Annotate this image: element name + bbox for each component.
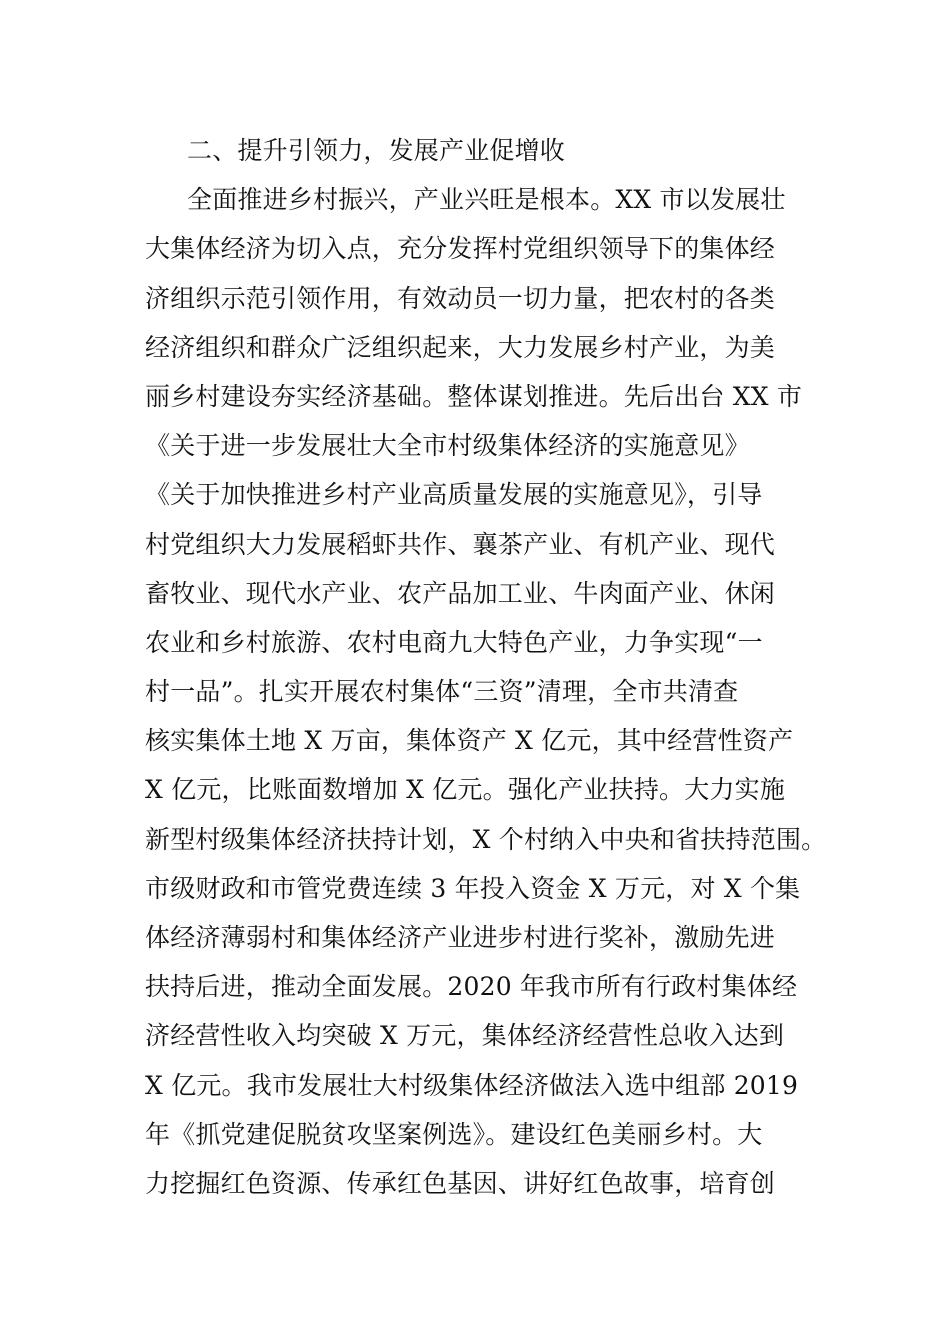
- paragraph-line: 力挖掘红色资源、传承红色基因、讲好红色故事，培育创: [145, 1168, 776, 1198]
- paragraph-line: 丽乡村建设夯实经济基础。整体谋划推进。先后出台 XX 市: [145, 381, 803, 411]
- paragraph-line: 扶持后进，推动全面发展。2020 年我市所有行政村集体经: [145, 972, 798, 1002]
- paragraph-line: 农业和乡村旅游、农村电商九大特色产业，力争实现“一: [145, 627, 763, 657]
- paragraph-line: 核实集体土地 X 万亩，集体资产 X 亿元，其中经营性资产: [145, 726, 794, 756]
- paragraph-line: X 亿元，比账面数增加 X 亿元。强化产业扶持。大力实施: [145, 775, 786, 805]
- paragraph-line: X 亿元。我市发展壮大村级集体经济做法入选中组部 2019: [145, 1070, 799, 1100]
- paragraph-line: 全面推进乡村振兴，产业兴旺是根本。XX 市以发展壮: [187, 185, 786, 215]
- paragraph-line: 村党组织大力发展稻虾共作、襄茶产业、有机产业、现代: [145, 529, 776, 559]
- paragraph-line: 体经济薄弱村和集体经济产业进步村进行奖补，激励先进: [145, 923, 776, 952]
- paragraph-line: 年《抓党建促脱贫攻坚案例选》。建设红色美丽乡村。大: [145, 1119, 763, 1149]
- document-body: [145, 126, 825, 1208]
- paragraph-line: 新型村级集体经济扶持计划，X 个村纳入中央和省扶持范围。: [145, 824, 827, 854]
- paragraph-line: 市级财政和市管党费连续 3 年投入资金 X 万元，对 X 个集: [145, 873, 801, 903]
- paragraph-line: 经济组织和群众广泛组织起来，大力发展乡村产业，为美: [145, 332, 776, 362]
- section-heading: 二、提升引领力，发展产业促增收: [187, 136, 566, 165]
- paragraph-line: 济经营性收入均突破 X 万元，集体经济经营性总收入达到: [145, 1021, 785, 1051]
- paragraph-line: 《关于加快推进乡村产业高质量发展的实施意见》，引导: [145, 480, 763, 510]
- paragraph-line: 村一品”。扎实开展农村集体“三资”清理，全市共清查: [145, 677, 739, 707]
- paragraph-line: 大集体经济为切入点，充分发挥村党组织领导下的集体经: [145, 234, 776, 264]
- paragraph-line: 《关于进一步发展壮大全市村级集体经济的实施意见》: [145, 431, 750, 461]
- paragraph-line: 济组织示范引领作用，有效动员一切力量，把农村的各类: [145, 283, 776, 313]
- paragraph-line: 畜牧业、现代水产业、农产品加工业、牛肉面产业、休闲: [145, 578, 776, 608]
